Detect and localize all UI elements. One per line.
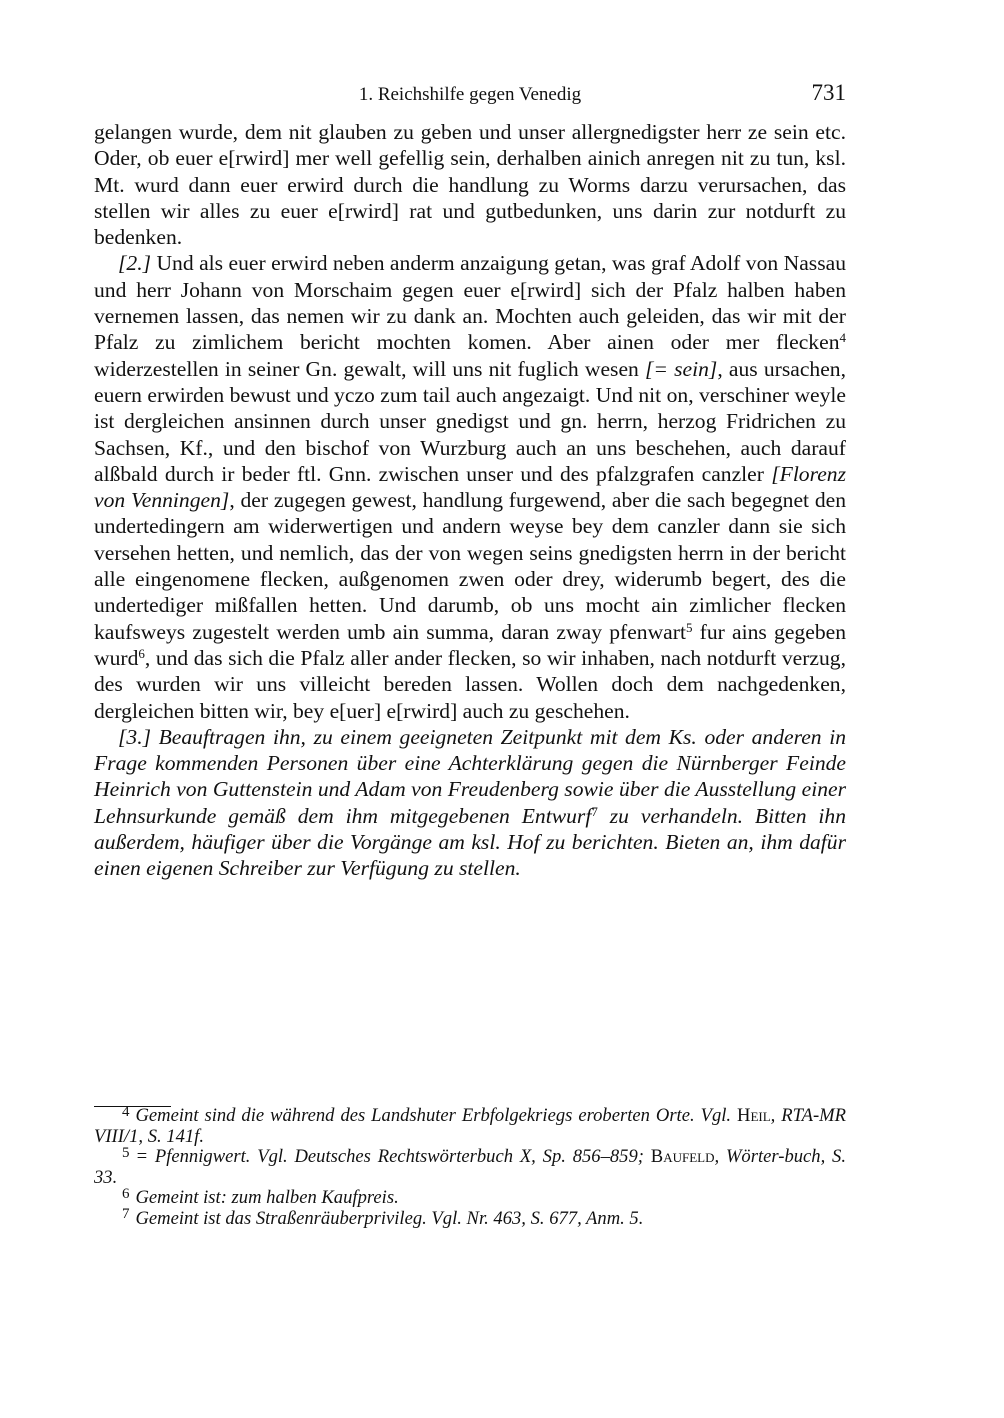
footnotes bbox=[94, 1103, 846, 1229]
author-name: Baufeld bbox=[650, 1146, 715, 1167]
paragraph-2 bbox=[94, 250, 846, 723]
footnote-text: Gemeint ist: zum halben Kaufpreis. bbox=[135, 1187, 399, 1208]
footnote-text: , Wörter-buch, S. 33. bbox=[94, 1146, 846, 1188]
paragraph-3-text-b: zu verhandeln. Bitten ihn außerdem, häufiger über die Vorgänge am ksl. Hof zu berichten. Bieten an, ihm dafür einen eigenen Schreiber zur Verfügung zu stellen. bbox=[94, 803, 846, 881]
footnote-number: 7 bbox=[122, 1206, 130, 1223]
paragraph-2-text-c: , aus ursachen, euern erwirden bewust und yczo zum tail auch angezaigt. Und nit on, verschiner weyle ist dergleichen ansinnen durch unser gnedigst und gn. herrn, herzog Fridrichen zu Sachsen, Kf., und den bischof von Wurzburg auch an uns beschehen, auch darauf alßbald durch ir beder ftl. Gnn. zwischen unser und des pfalzgrafen canzler bbox=[94, 356, 846, 486]
editorial-insert-2: [Florenz von Venningen] bbox=[94, 461, 846, 513]
section-label-2: [2.] bbox=[118, 251, 152, 276]
paragraph-2-text-f: , und das sich die Pfalz aller ander flecken, so wir inhaben, nach notdurft verzug, des wurden wir uns villeicht bereden lassen. Wollen doch dem nachgedenken, dergleichen bitten wir, bey e[uer] e[rwird] auch zu geschehen. bbox=[94, 645, 846, 723]
main-text bbox=[94, 119, 846, 882]
running-title: 1. Reichshilfe gegen Venedig bbox=[358, 84, 582, 105]
footnote-ref-6[interactable]: 6 bbox=[138, 645, 145, 661]
footnote-number: 5 bbox=[122, 1144, 130, 1161]
footnote-text: = Pfennigwert. Vgl. Deutsches Rechtswörterbuch X, Sp. 856–859; bbox=[135, 1146, 651, 1167]
footnote-text: , RTA-MR VIII/1, S. 141f. bbox=[94, 1105, 846, 1147]
footnote-6 bbox=[94, 1185, 846, 1209]
footnote-4 bbox=[94, 1103, 846, 1147]
editorial-insert-1: [= sein] bbox=[645, 356, 718, 381]
footnote-number: 6 bbox=[122, 1185, 130, 1202]
paragraph-2-text-a: Und als euer erwird neben anderm anzaigung getan, was graf Adolf von Nassau und herr Johann von Morschaim gegen euer e[rwird] sich der Pfalz halben haben vernemen lassen, das nemen wir zu dank an. Mochten auch geleiden, das wir mit der Pfalz zu zimlichem bericht mochten komen. Aber ainen oder mer flecken bbox=[94, 251, 846, 355]
paragraph-1 bbox=[94, 119, 846, 250]
footnote-ref-7[interactable]: 7 bbox=[591, 803, 598, 819]
footnote-7 bbox=[94, 1206, 846, 1230]
page-number: 731 bbox=[811, 80, 846, 105]
paragraph-2-text-d: , der zugegen gewest, handlung furgewend, aber die sach begegnet den undertedingern am widerwertigen und andern weyse bey dem canzler dann sie sich versehen hetten, und nemlich, das der von wegen seins gnedigsten herrn in der bericht alle eingenomene flecken, außgenomen zwen oder drey, widerumb begert, des die undertediger mißfallen hetten. Und darumb, ob uns mocht ain zimlicher flecken kaufsweys zugestelt werden umb ain summa, daran zway pfenwart bbox=[94, 488, 846, 644]
author-name: Heil bbox=[737, 1105, 771, 1126]
paragraph-3 bbox=[94, 724, 846, 882]
footnote-text: Gemeint sind die während des Landshuter Erbfolgekriegs eroberten Orte. Vgl. bbox=[135, 1105, 738, 1126]
paragraph-2-text-e: fur ains gegeben wurd bbox=[94, 619, 846, 670]
footnote-5 bbox=[94, 1144, 846, 1188]
paragraph-1-text: gelangen wurde, dem nit glauben zu geben und unser allergnedigster herr ze sein etc. Oder, ob euer e[rwird] mer well gefellig sein, derhalben ainich anregen nit zu tun, ksl. Mt. wurd dann euer erwird durch die handlung zu Worms darzu verursachen, das stellen wir alles zu euer e[rwird] rat und gutbedunken, uns darin zur notdurft zu bedenken. bbox=[94, 120, 846, 250]
footnote-ref-4[interactable]: 4 bbox=[839, 330, 846, 346]
footnote-ref-5[interactable]: 5 bbox=[685, 619, 693, 635]
footnote-text: Gemeint ist das Straßenräuberprivileg. Vgl. Nr. 463, S. 677, Anm. 5. bbox=[135, 1207, 644, 1229]
paragraph-2-text-b: widerzestellen in seiner Gn. gewalt, will uns nit fuglich wesen bbox=[94, 356, 645, 381]
running-header bbox=[94, 80, 846, 110]
paragraph-3-text-a: [3.] Beauftragen ihn, zu einem geeigneten Zeitpunkt mit dem Ks. oder anderen in Frage kommenden Personen über eine Achterklärung gegen die Nürnberger Feinde Heinrich von Guttenstein und Adam von Freudenberg sowie über die Ausstellung einer Lehnsurkunde gemäß dem ihm mitgegebenen Entwurf bbox=[94, 724, 846, 828]
footnote-number: 4 bbox=[122, 1103, 130, 1120]
